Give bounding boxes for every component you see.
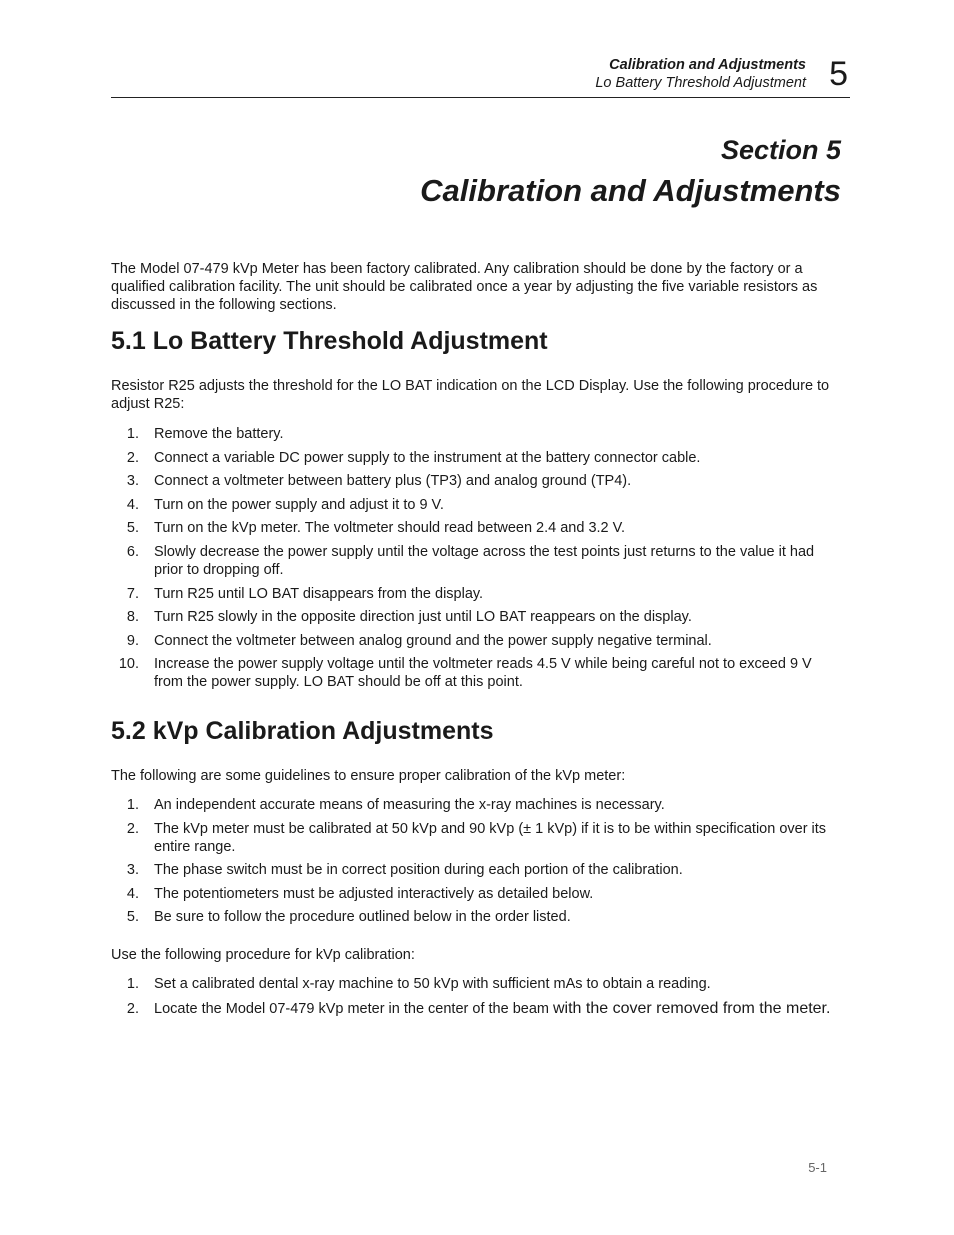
list-item: [111, 975, 836, 993]
list-item-number: 10.: [118, 656, 139, 673]
list-item: [111, 908, 836, 926]
list-item-text: Set a calibrated dental x-ray machine to 50 kVp with sufficient mAs to obtain a reading.: [154, 976, 711, 992]
kvp-guidelines-list: [111, 796, 836, 932]
list-item-text: Connect a voltmeter between battery plus (TP3) and analog ground (TP4).: [154, 473, 632, 490]
list-item-number: 4.: [126, 885, 139, 902]
list-item-text: Increase the power supply voltage until the voltmeter reads 4.5 V while being careful not to exceed 9 V from the power supply. LO BAT should be off at this point.: [154, 656, 812, 691]
list-item-number: 2.: [126, 449, 139, 466]
page-title: Calibration and Adjustments: [420, 173, 841, 208]
list-item-text: Turn on the power supply and adjust it to 9 V.: [154, 496, 444, 513]
list-item: [111, 1000, 836, 1018]
list-item-text: The phase switch must be in correct position during each portion of the calibration.: [154, 862, 683, 878]
list-item-text: Turn R25 until LO BAT disappears from the display.: [154, 585, 484, 602]
list-item: [111, 608, 836, 626]
list-item-text: Locate the Model 07-479 kVp meter in the center of the beam: [154, 1001, 549, 1017]
list-item: [111, 820, 836, 856]
running-header: [111, 54, 850, 98]
list-item-text: Remove the battery.: [154, 426, 284, 442]
list-item: [111, 885, 836, 903]
list-item-text: Turn on the kVp meter. The voltmeter should read between 2.4 and 3.2 V.: [154, 520, 626, 537]
lo-battery-steps-list: [111, 425, 836, 697]
page-number: 5-1: [808, 1160, 827, 1175]
intro-paragraph: The Model 07-479 kVp Meter has been factory calibrated. Any calibration should be done by the factory or a qualified calibration facility. The unit should be calibrated once a year by adjusting the five variable resistors as discussed in the following sections.: [111, 261, 818, 313]
procedure-intro: Use the following procedure for kVp calibration:: [111, 947, 415, 963]
list-item: [111, 655, 836, 691]
list-item-number: 9.: [126, 632, 139, 649]
list-item-number: 4.: [126, 496, 139, 513]
list-item-number: 1.: [126, 976, 139, 992]
list-item-text-continuation: with the cover removed from the meter.: [553, 1000, 831, 1017]
list-item: [111, 496, 836, 514]
list-item-text: Connect a variable DC power supply to the instrument at the battery connector cable.: [154, 449, 701, 466]
running-header-chapter-title: Calibration and Adjustments: [609, 57, 806, 73]
list-item-number: 3.: [126, 473, 139, 490]
list-item-number: 7.: [126, 585, 139, 602]
section-5-2-heading: 5.2 kVp Calibration Adjustments: [111, 717, 494, 745]
chapter-number: 5: [829, 55, 848, 93]
kvp-procedure-list: [111, 975, 836, 1025]
list-item-number: 2.: [126, 820, 139, 837]
list-item-number: 3.: [126, 862, 139, 878]
list-item: [111, 861, 836, 879]
list-item-text: Connect the voltmeter between analog ground and the power supply negative terminal.: [154, 632, 712, 649]
list-item: [111, 425, 836, 443]
list-item-number: 1.: [126, 426, 139, 442]
list-item-text: The kVp meter must be calibrated at 50 kVp and 90 kVp (± 1 kVp) if it is to be within specification over its entire range.: [154, 820, 827, 855]
list-item-number: 8.: [126, 609, 139, 626]
list-item: [111, 519, 836, 537]
list-item-number: 2.: [126, 1001, 139, 1017]
list-item-number: 6.: [126, 543, 139, 560]
list-item: [111, 632, 836, 650]
section-5-1-heading: 5.1 Lo Battery Threshold Adjustment: [111, 327, 548, 355]
section-5-2-paragraph: The following are some guidelines to ensure proper calibration of the kVp meter:: [111, 768, 626, 784]
list-item: [111, 472, 836, 490]
list-item: [111, 796, 836, 814]
list-item-text: Be sure to follow the procedure outlined below in the order listed.: [154, 909, 571, 925]
section-label: Section 5: [720, 135, 841, 165]
list-item-number: 1.: [126, 797, 139, 813]
list-item: [111, 585, 836, 603]
list-item: [111, 543, 836, 579]
running-header-text: [595, 56, 806, 92]
list-item-text: Slowly decrease the power supply until the voltage across the test points just returns to the value it had prior to dropping off.: [154, 543, 815, 578]
list-item-number: 5.: [126, 520, 139, 537]
list-item: [111, 449, 836, 467]
list-item-text: The potentiometers must be adjusted interactively as detailed below.: [154, 885, 594, 902]
section-5-1-paragraph: Resistor R25 adjusts the threshold for the LO BAT indication on the LCD Display. Use the following procedure to adjust R25:: [111, 378, 830, 412]
list-item-text: An independent accurate means of measuring the x-ray machines is necessary.: [154, 797, 665, 813]
list-item-text: Turn R25 slowly in the opposite direction just until LO BAT reappears on the display.: [154, 609, 692, 626]
list-item-number: 5.: [126, 909, 139, 925]
running-header-section-subtitle: Lo Battery Threshold Adjustment: [595, 75, 806, 91]
